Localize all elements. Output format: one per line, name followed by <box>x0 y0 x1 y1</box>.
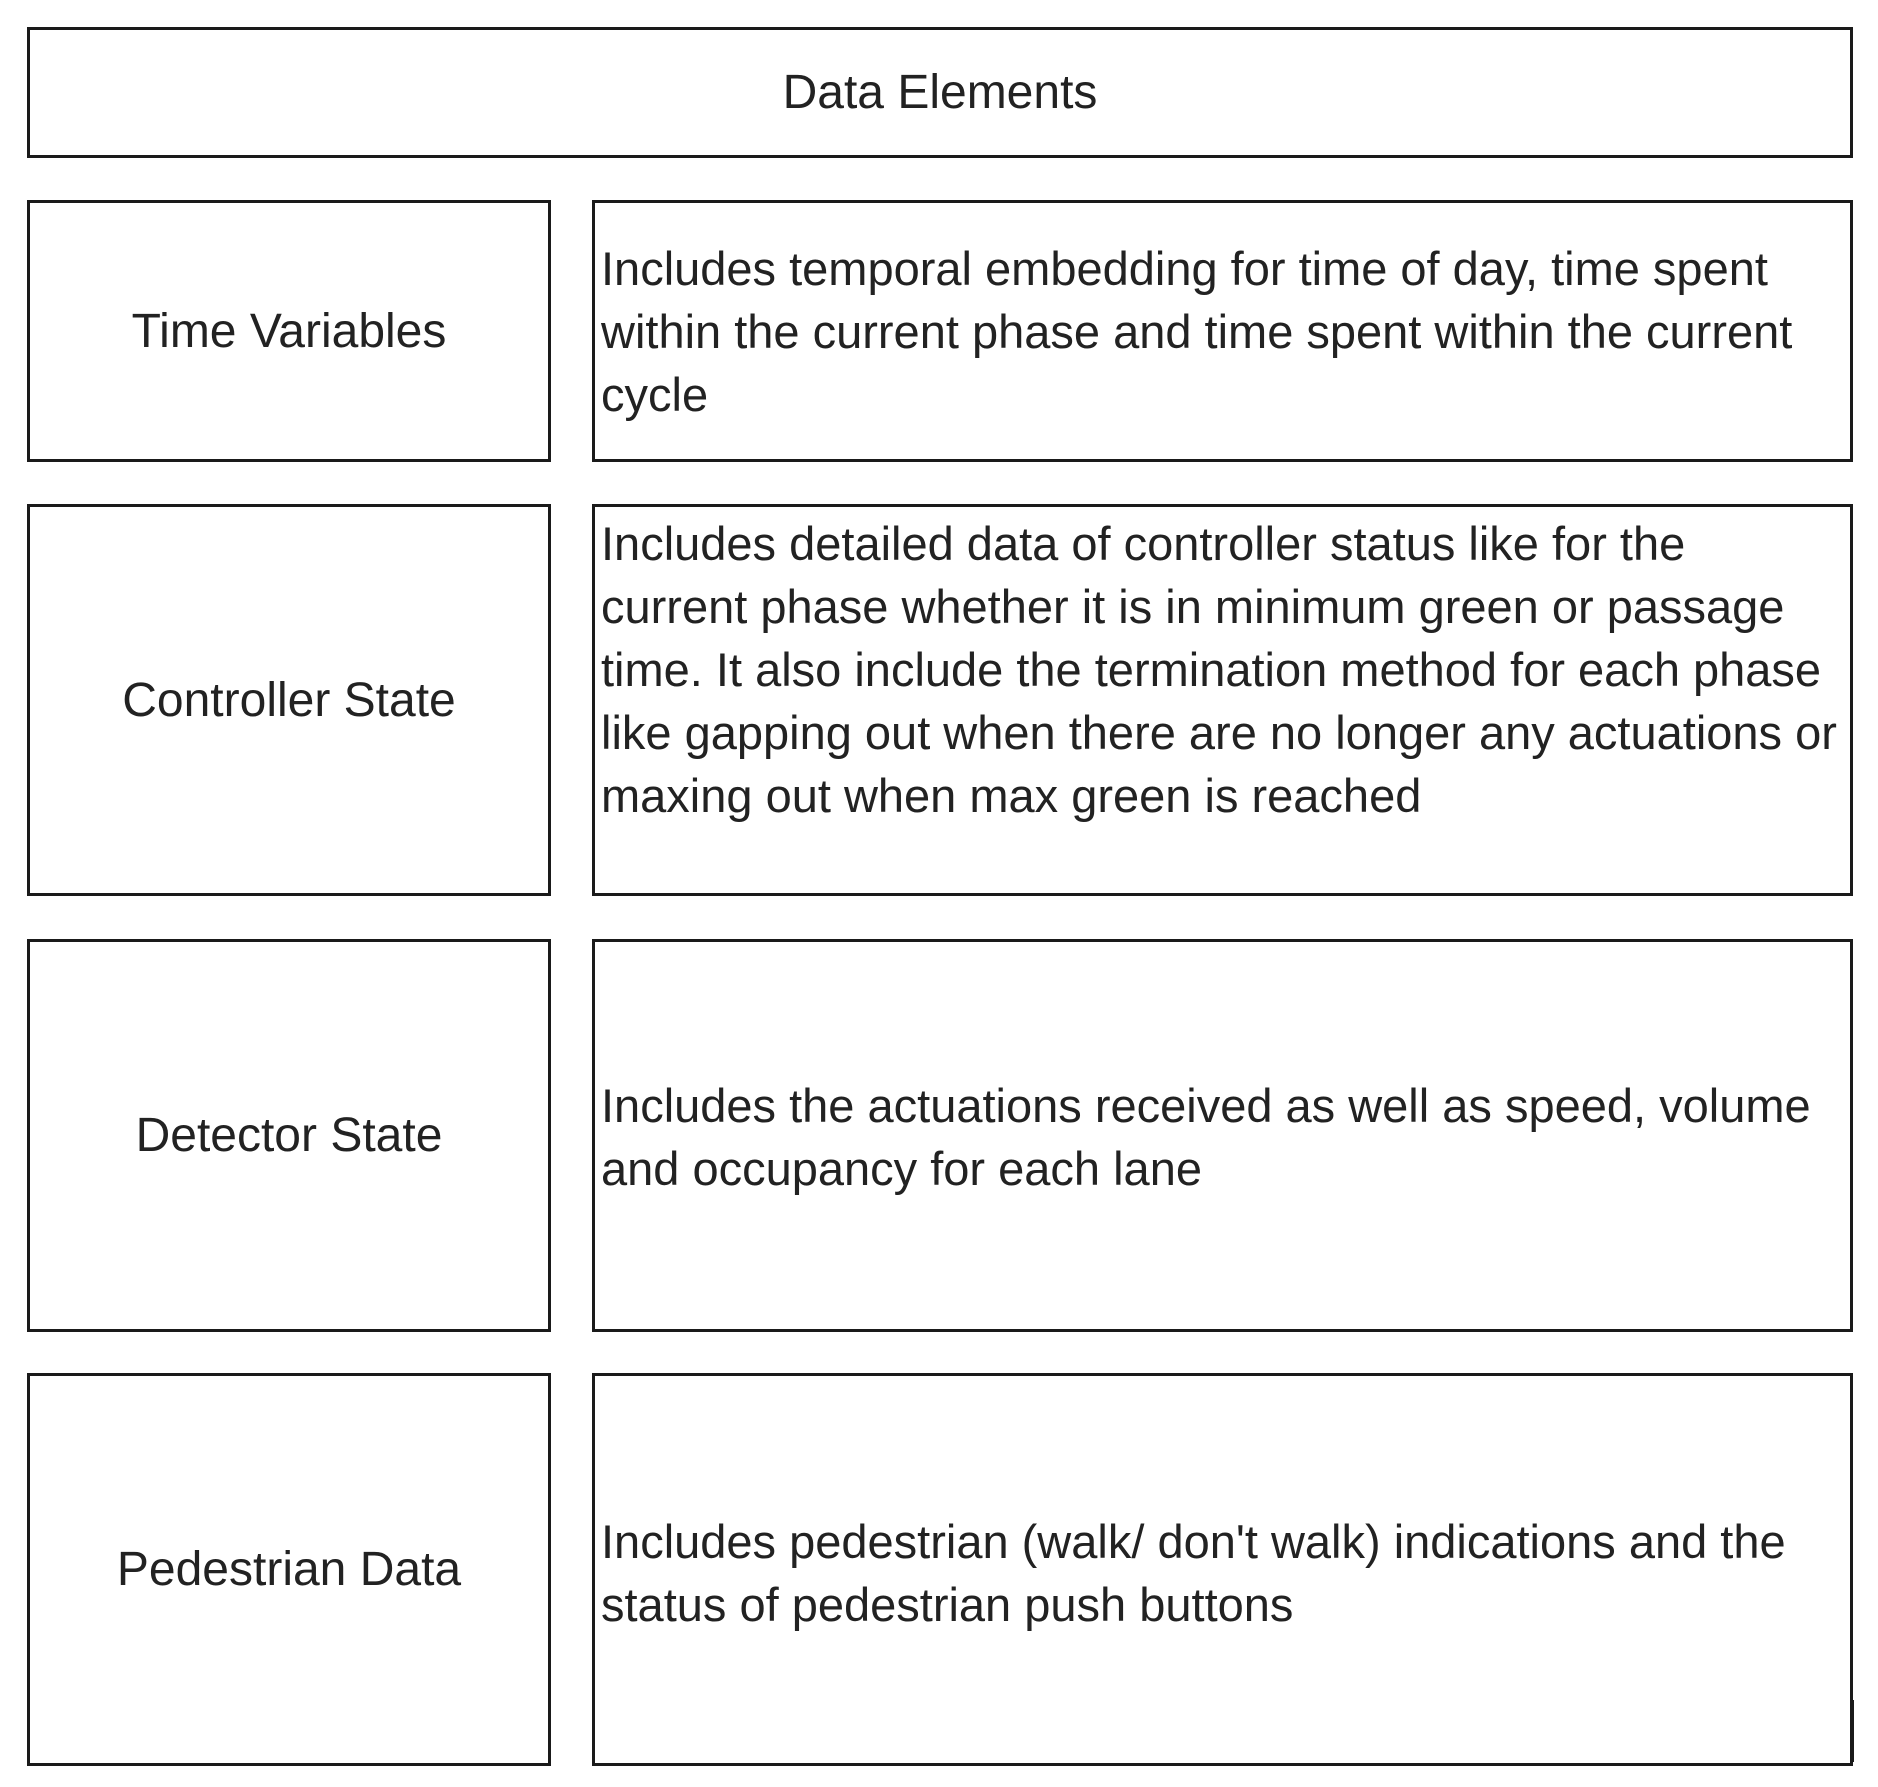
controller-state-description-box <box>592 504 1853 896</box>
pedestrian-data-label-box <box>27 1373 551 1766</box>
detector-state-description: Includes the actuations received as well as speed, volume and occupancy for each lane <box>601 1079 1811 1195</box>
pedestrian-data-description-box <box>592 1373 1853 1766</box>
controller-state-description: Includes detailed data of controller status like for the current phase whether it is in minimum green or passage time. It also include the termination method for each phase like gapping out when there are no longer any actuations or maxing out when max green is reached <box>601 517 1837 822</box>
time-variables-description-box <box>592 200 1853 462</box>
controller-state-label-box <box>27 504 551 896</box>
pedestrian-data-label: Pedestrian Data <box>116 1543 462 1596</box>
diagram-title: Data Elements <box>782 66 1098 119</box>
time-variables-label-box <box>27 200 551 462</box>
detector-state-label-box <box>27 939 551 1332</box>
edge-mark <box>1851 1700 1854 1762</box>
time-variables-label: Time Variables <box>131 304 447 358</box>
controller-state-label: Controller State <box>122 673 456 727</box>
detector-state-description-box <box>592 939 1853 1332</box>
time-variables-description: Includes temporal embedding for time of day, time spent within the current phase and time spent within the current cycle <box>601 242 1793 421</box>
detector-state-label: Detector State <box>135 1109 443 1162</box>
data-elements-header <box>27 27 1853 158</box>
pedestrian-data-description: Includes pedestrian (walk/ don't walk) indications and the status of pedestrian push buttons <box>601 1515 1786 1631</box>
